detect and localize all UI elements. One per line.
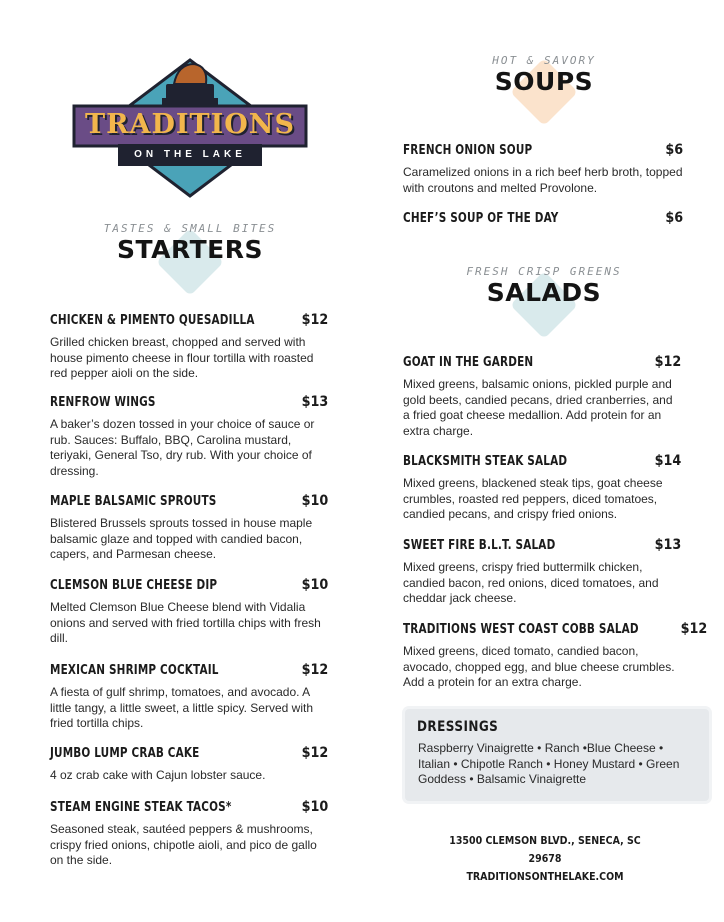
item-name: CLEMSON BLUE CHEESE DIP: [50, 577, 218, 593]
item-description: A fiesta of gulf shrimp, tomatoes, and avocado. A little tangy, a little sweet, a little spicy. Served with fried tortilla chips.: [50, 685, 313, 731]
starter-item: [50, 745, 328, 784]
logo-subtitle: ON THE LAKE: [134, 149, 246, 160]
item-price: $13: [654, 537, 681, 553]
item-name: TRADITIONS WEST COAST COBB SALAD: [403, 621, 639, 637]
item-price: $10: [301, 799, 328, 815]
item-description: Mixed greens, balsamic onions, pickled purple and gold beets, candied pecans, dried cranberries, and a fried goat cheese medallion. Add protein for an extra charge.: [403, 377, 673, 438]
footer-website: TRADITIONSONTHELAKE.COM: [466, 870, 624, 883]
restaurant-logo: [70, 56, 310, 200]
soup-item: [403, 210, 683, 226]
soups-heading: [464, 54, 624, 124]
item-price: $10: [301, 493, 328, 509]
salad-item: [403, 453, 681, 523]
salad-item: [403, 354, 681, 439]
soups-tagline: HOT & SAVORY: [492, 54, 596, 67]
starter-item: [50, 312, 328, 382]
starters-title: STARTERS: [117, 235, 263, 264]
salad-item: [403, 537, 681, 607]
soups-title: SOUPS: [494, 67, 594, 96]
item-price: $13: [301, 394, 328, 410]
item-name: GOAT IN THE GARDEN: [403, 354, 534, 370]
dressings-box: [405, 709, 709, 801]
salad-item: [403, 621, 708, 691]
item-name: MAPLE BALSAMIC SPROUTS: [50, 493, 217, 509]
item-price: $14: [654, 453, 681, 469]
item-name: RENFROW WINGS: [50, 394, 156, 410]
salads-tagline: FRESH CRISP GREENS: [466, 265, 622, 278]
item-name: CHICKEN & PIMENTO QUESADILLA: [50, 312, 255, 328]
item-name: JUMBO LUMP CRAB CAKE: [50, 745, 200, 761]
item-description: 4 oz crab cake with Cajun lobster sauce.: [50, 768, 266, 782]
item-description: Caramelized onions in a rich beef herb broth, topped with croutons and melted Provolone.: [403, 165, 683, 195]
item-name: STEAM ENGINE STEAK TACOS*: [50, 799, 232, 815]
item-description: Grilled chicken breast, chopped and served with house pimento cheese in flour tortilla with roasted red pepper aioli on the side.: [50, 335, 314, 381]
starter-item: [50, 577, 328, 647]
item-description: Mixed greens, diced tomato, candied bacon, avocado, chopped egg, and blue cheese crumbles. Add a protein for an extra charge.: [403, 644, 675, 690]
item-price: $12: [654, 354, 681, 370]
dressings-list: Raspberry Vinaigrette • Ranch •Blue Cheese • Italian • Chipotle Ranch • Honey Mustard • Green Goddess • Balsamic Vinaigrette: [418, 741, 680, 787]
item-price: $12: [680, 621, 708, 637]
footer: [430, 832, 660, 886]
item-description: Mixed greens, blackened steak tips, goat cheese crumbles, roasted red peppers, diced tomatoes, candied pecans, and crispy fried onions.: [403, 476, 663, 522]
item-name: FRENCH ONION SOUP: [403, 142, 533, 158]
item-description: Blistered Brussels sprouts tossed in house maple balsamic glaze and topped with candied bacon, capers, and Parmesan cheese.: [50, 516, 313, 562]
item-price: $12: [301, 745, 328, 761]
item-name: SWEET FIRE B.L.T. SALAD: [403, 537, 556, 553]
soup-item: [403, 142, 683, 196]
item-price: $6: [665, 142, 683, 158]
salads-title: SALADS: [486, 278, 602, 307]
starter-item: [50, 493, 328, 563]
item-price: $12: [301, 662, 328, 678]
item-description: Mixed greens, crispy fried buttermilk chicken, candied bacon, red onions, diced tomatoes, and cheddar jack cheese.: [403, 560, 659, 606]
item-description: Seasoned steak, sautéed peppers & mushrooms, crispy fried onions, chipotle aioli, and pico de gallo on the side.: [50, 822, 317, 868]
starters-heading: [100, 222, 280, 294]
item-description: A baker’s dozen tossed in your choice of sauce or rub. Sauces: Buffalo, BBQ, Carolina mustard, teriyaki, General Tso, dry rub. With your choice of dressing.: [50, 417, 315, 478]
item-price: $12: [301, 312, 328, 328]
starter-item: [50, 799, 328, 869]
starter-item: [50, 662, 328, 732]
starter-item: [50, 394, 328, 479]
salads-heading: [456, 265, 632, 337]
item-price: $10: [301, 577, 328, 593]
dressings-title: DRESSINGS: [417, 719, 499, 735]
item-description: Melted Clemson Blue Cheese blend with Vidalia onions and served with fried tortilla chips with fresh dill.: [50, 600, 321, 646]
item-name: BLACKSMITH STEAK SALAD: [403, 453, 568, 469]
item-name: MEXICAN SHRIMP COCKTAIL: [50, 662, 219, 678]
item-price: $6: [665, 210, 683, 226]
logo-title: TRADITIONS: [85, 109, 295, 140]
item-name: CHEF’S SOUP OF THE DAY: [403, 210, 559, 226]
footer-address: 13500 CLEMSON BLVD., SENECA, SC 29678: [449, 834, 641, 865]
starters-tagline: TASTES & SMALL BITES: [103, 222, 277, 235]
